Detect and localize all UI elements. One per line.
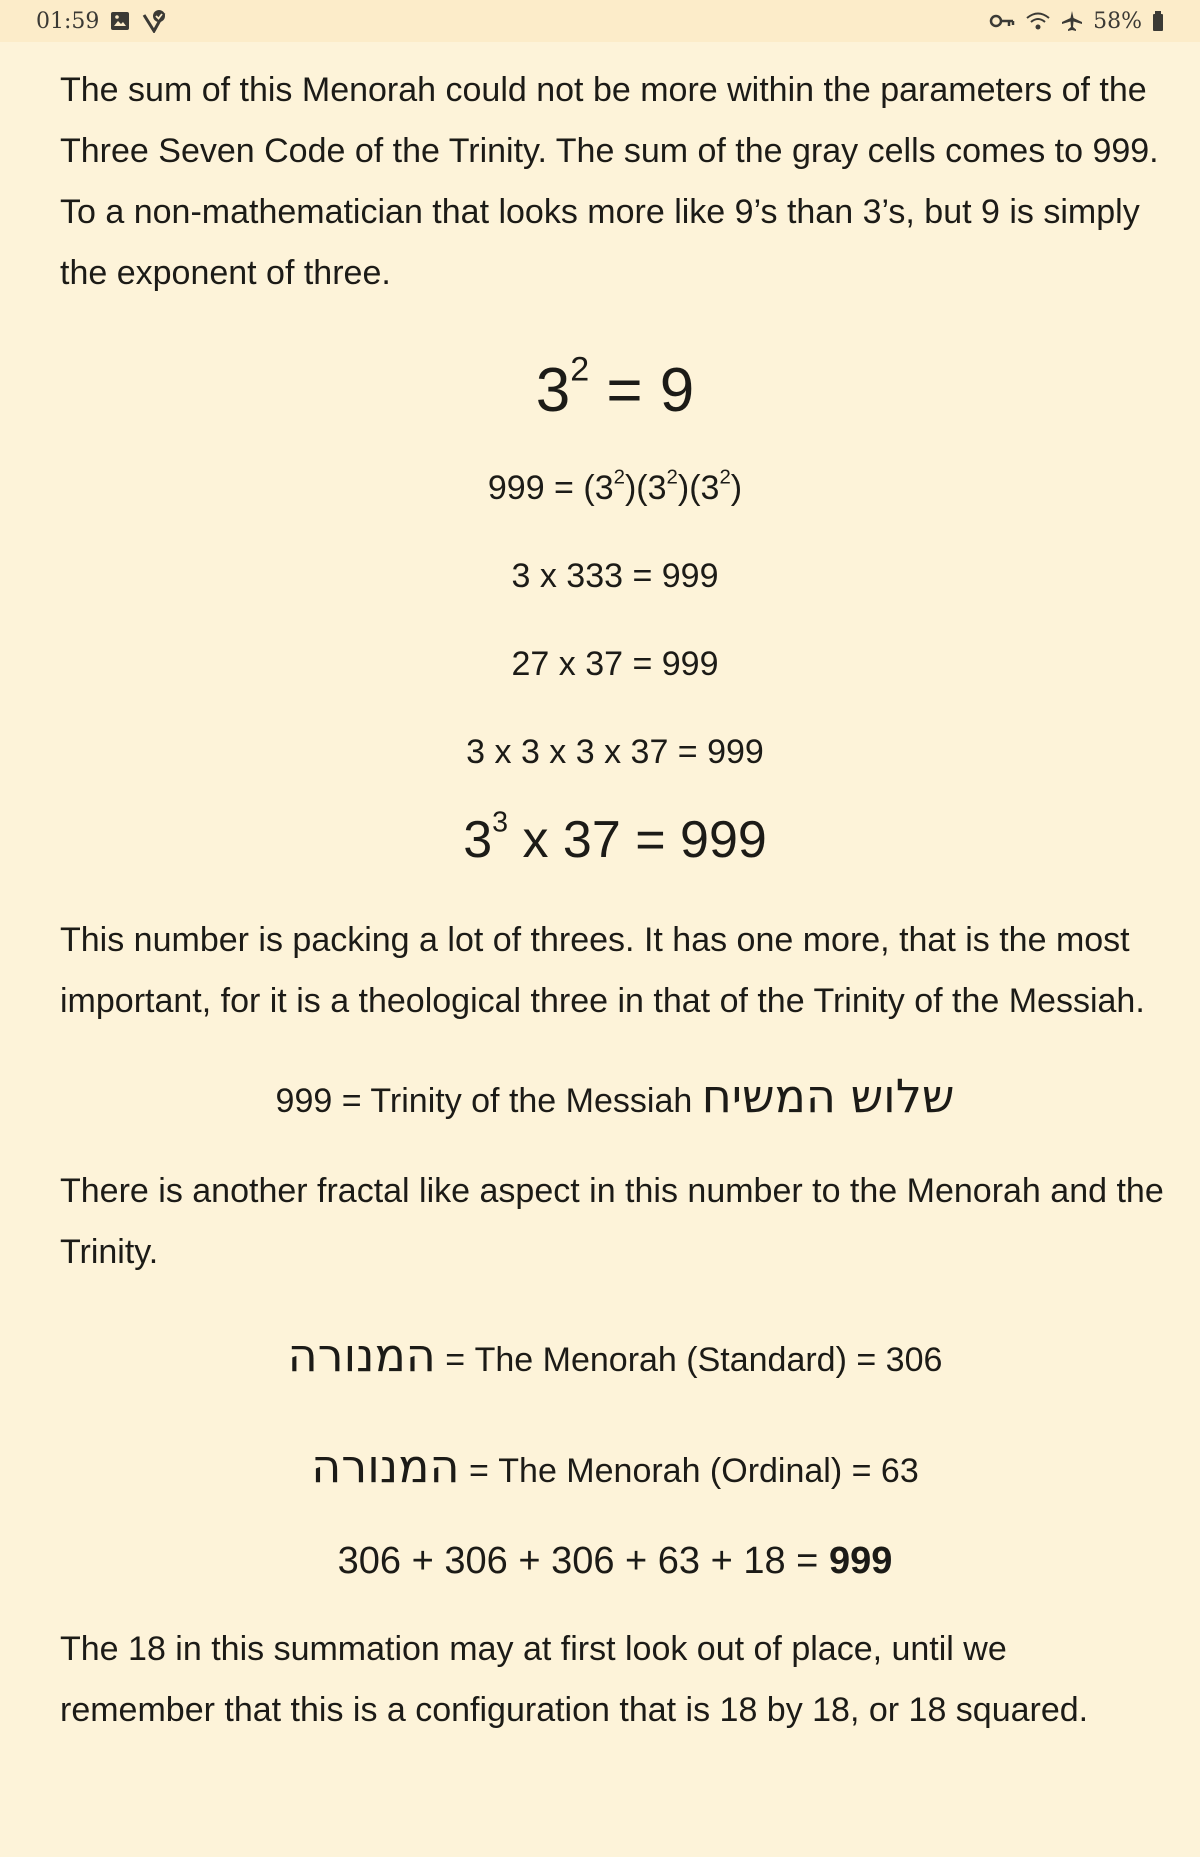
paragraph-fractal-aspect: There is another fractal like aspect in this number to the Menorah and the Trinity.	[60, 1172, 1164, 1271]
eq8-text: = The Menorah (Standard) = 306	[435, 1341, 943, 1379]
status-right	[989, 9, 1164, 34]
paragraph-sum-of-menorah: The sum of this Menorah could not be more within the parameters of the Three Seven Code of the Trinity. The sum of the gray cells comes to 999. To a non-mathematician that looks more like 9’s than 3’s, but 9 is simply the exponent of three.	[60, 71, 1159, 292]
eq9-text: = The Menorah (Ordinal) = 63	[459, 1452, 919, 1490]
eq2-base-1: 3	[594, 469, 614, 507]
eq1-exponent: 2	[570, 350, 590, 389]
status-left	[36, 9, 167, 34]
eq2-exp-3: 2	[719, 466, 731, 489]
verified-icon	[141, 9, 167, 33]
hebrew-menorah-ordinal: המנורה	[311, 1439, 460, 1493]
equation-summation	[60, 1537, 1170, 1585]
eq2-exp-1: 2	[613, 466, 625, 489]
eq6-exponent: 3	[492, 806, 509, 839]
eq2-base-3: 3	[700, 469, 720, 507]
equation-three-squared	[60, 350, 1170, 426]
equation-menorah-ordinal	[60, 1436, 1170, 1501]
key-icon	[989, 12, 1015, 30]
equation-3x3x3x37: 3 x 3 x 3 x 37 = 999	[466, 733, 764, 771]
hebrew-menorah-standard: המנורה	[287, 1328, 436, 1382]
eq6-rest: x 37 = 999	[508, 811, 767, 869]
wifi-icon	[1025, 10, 1051, 32]
eq2-lhs: 999 =	[487, 469, 584, 507]
battery-percent: 58%	[1093, 8, 1142, 34]
eq2-base-2: 3	[647, 469, 667, 507]
paragraph-eighteen: The 18 in this summation may at first look out of place, until we remember that this is a configuration that is 18 by 18, or 18 squared.	[60, 1630, 1089, 1729]
equation-three-cubed-x37	[60, 806, 1170, 870]
eq1-base: 3	[535, 356, 571, 425]
eq6-base: 3	[463, 811, 493, 869]
status-time: 01:59	[36, 8, 100, 34]
eq7-text: 999 = Trinity of the Messiah	[275, 1082, 702, 1120]
equation-999-powers: $999 = (3^2)(3^2)(3^2)$	[487, 466, 743, 507]
paragraph-packing-threes: This number is packing a lot of threes. It has one more, that is the most important, for it is a theological three in that of the Trinity of the Messiah.	[60, 921, 1145, 1020]
image-icon	[109, 10, 131, 32]
eq10-bold-result: 999	[828, 1540, 893, 1582]
airplane-icon	[1061, 10, 1083, 32]
equation-menorah-standard	[60, 1325, 1170, 1390]
equation-3x333: 3 x 333 = 999	[511, 557, 719, 595]
equation-trinity-of-messiah	[60, 1066, 1170, 1131]
eq2-exp-2: 2	[666, 466, 678, 489]
battery-icon	[1152, 10, 1164, 32]
equation-27x37: 27 x 37 = 999	[511, 645, 719, 683]
hebrew-trinity-of-messiah: שלוש המשיח	[701, 1069, 955, 1123]
eq1-rest: = 9	[589, 356, 695, 425]
status-bar	[0, 0, 1200, 42]
reader-content	[0, 42, 1200, 1741]
eq10-text: 306 + 306 + 306 + 63 + 18 =	[337, 1540, 829, 1582]
